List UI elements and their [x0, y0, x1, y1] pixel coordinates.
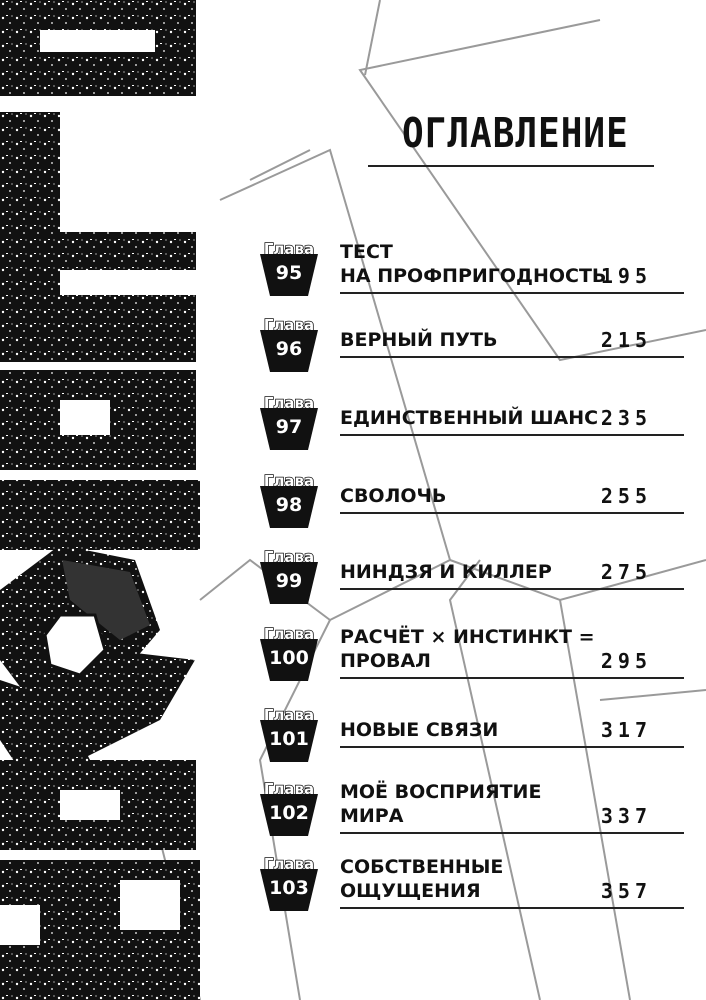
chapter-underline: [340, 832, 684, 834]
page-title: ОГЛАВЛЕНИЕ: [402, 110, 629, 158]
chapter-title-line: МИРА: [340, 805, 404, 827]
chapter-title-line: ПРОВАЛ: [340, 650, 431, 672]
chapter-title: [340, 484, 610, 508]
chapter-title: [340, 406, 610, 430]
chapter-underline: [340, 512, 684, 514]
chapter-title-line: ОЩУЩЕНИЯ: [340, 880, 481, 902]
chapter-number: 98: [275, 494, 303, 516]
chapter-page-number: 235: [600, 406, 652, 430]
toc-entry[interactable]: [254, 625, 706, 695]
chapter-number: 100: [269, 647, 309, 669]
chapter-badge: [254, 394, 324, 452]
chapter-badge: [254, 706, 324, 764]
chapter-title-line: МОЁ ВОСПРИЯТИЕ: [340, 781, 542, 803]
chapter-title: [340, 328, 610, 352]
chapter-underline: [340, 434, 684, 436]
chapter-title: [340, 625, 610, 673]
chapter-page-number: 337: [600, 804, 652, 828]
chapter-underline: [340, 356, 684, 358]
chapter-page-number: 275: [600, 560, 652, 584]
chapter-title-line: НОВЫЕ СВЯЗИ: [340, 719, 499, 741]
chapter-page-number: 195: [600, 264, 652, 288]
vertical-logo-art: [0, 0, 210, 1000]
chapter-badge-label: Глава: [263, 472, 315, 490]
chapter-title-line: НА ПРОФПРИГОДНОСТЬ: [340, 265, 607, 287]
chapter-badge-label: Глава: [263, 625, 315, 643]
chapter-title-line: СОБСТВЕННЫЕ: [340, 856, 504, 878]
toc-entry[interactable]: [254, 706, 706, 776]
chapter-badge-label: Глава: [263, 316, 315, 334]
chapter-badge-label: Глава: [263, 240, 315, 258]
chapter-number: 99: [275, 570, 303, 592]
chapter-title: [340, 560, 610, 584]
chapter-badge: [254, 316, 324, 374]
chapter-title-line: НИНДЗЯ И КИЛЛЕР: [340, 561, 552, 583]
chapter-badge: [254, 780, 324, 838]
chapter-badge-label: Глава: [263, 855, 315, 873]
chapter-underline: [340, 292, 684, 294]
chapter-number: 101: [269, 728, 309, 750]
chapter-number: 95: [275, 262, 303, 284]
chapter-title: [340, 240, 610, 288]
chapter-title-line: РАСЧЁТ × ИНСТИНКТ =: [340, 626, 595, 648]
chapter-title-line: СВОЛОЧЬ: [340, 485, 447, 507]
chapter-badge-label: Глава: [263, 706, 315, 724]
chapter-title: [340, 718, 610, 742]
chapter-badge-label: Глава: [263, 780, 315, 798]
chapter-title: [340, 780, 610, 828]
chapter-underline: [340, 907, 684, 909]
chapter-badge: [254, 548, 324, 606]
title-underline: [368, 165, 654, 167]
chapter-underline: [340, 677, 684, 679]
toc-entry[interactable]: [254, 394, 706, 464]
toc-entry[interactable]: [254, 472, 706, 542]
chapter-title: [340, 855, 610, 903]
chapter-number: 96: [275, 338, 303, 360]
chapter-number: 97: [275, 416, 303, 438]
chapter-title-line: ТЕСТ: [340, 241, 393, 263]
chapter-underline: [340, 588, 684, 590]
chapter-page-number: 317: [600, 718, 652, 742]
toc-entry[interactable]: [254, 240, 706, 310]
chapter-badge-label: Глава: [263, 394, 315, 412]
toc-entry[interactable]: [254, 316, 706, 386]
toc-entry[interactable]: [254, 855, 706, 925]
chapter-page-number: 255: [600, 484, 652, 508]
chapter-page-number: 215: [600, 328, 652, 352]
chapter-badge-label: Глава: [263, 548, 315, 566]
chapter-number: 102: [269, 802, 309, 824]
toc-entry[interactable]: [254, 780, 706, 850]
chapter-page-number: 295: [600, 649, 652, 673]
chapter-title-line: ЕДИНСТВЕННЫЙ ШАНС: [340, 407, 599, 429]
chapter-badge: [254, 240, 324, 298]
chapter-underline: [340, 746, 684, 748]
chapter-title-line: ВЕРНЫЙ ПУТЬ: [340, 329, 498, 351]
chapter-number: 103: [269, 877, 309, 899]
toc-entry[interactable]: [254, 548, 706, 618]
chapter-badge: [254, 472, 324, 530]
chapter-badge: [254, 625, 324, 683]
chapter-page-number: 357: [600, 879, 652, 903]
chapter-badge: [254, 855, 324, 913]
